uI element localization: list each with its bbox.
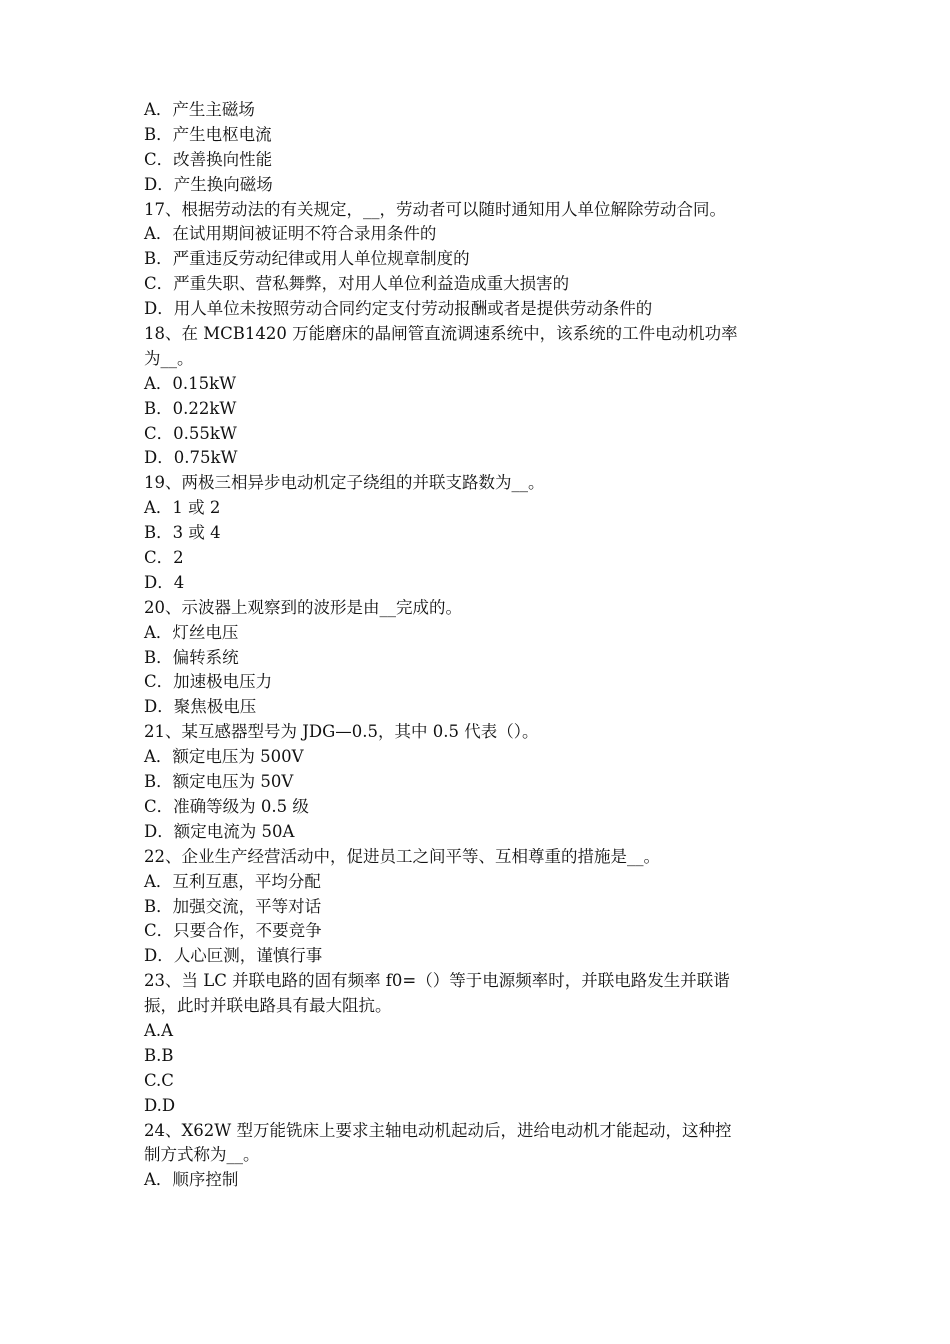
answer-option: D．人心叵测，谨慎行事 (144, 946, 323, 966)
answer-option: D．聚焦极电压 (144, 697, 257, 717)
answer-option: D．产生换向磁场 (144, 174, 273, 194)
answer-option: B．产生电枢电流 (144, 124, 272, 144)
question-text-line: 24、X62W 型万能铣床上要求主轴电动机起动后，进给电动机才能起动，这种控 (144, 1120, 732, 1140)
answer-option: D．额定电流为 50A (144, 821, 295, 841)
question-stem (144, 322, 816, 372)
answer-option: C．0.55kW (144, 423, 237, 443)
answer-option: C．严重失职、营私舞弊，对用人单位利益造成重大损害的 (144, 274, 570, 294)
answer-option: B．额定电压为 50V (144, 772, 294, 792)
answer-option: C．加速极电压力 (144, 672, 273, 692)
answer-option: D.D (144, 1095, 176, 1115)
answer-option: B．3 或 4 (144, 523, 221, 543)
answer-option: C．改善换向性能 (144, 149, 273, 169)
answer-option: D．0.75kW (144, 448, 238, 468)
answer-option: A.A (144, 1020, 174, 1040)
question-stem (144, 845, 816, 870)
question-text-line: 为__。 (144, 348, 194, 368)
answer-option: A．在试用期间被证明不符合录用条件的 (144, 224, 437, 244)
answer-option: A．额定电压为 500V (144, 747, 304, 767)
question-text-line: 19、两极三相异步电动机定子绕组的并联支路数为__。 (144, 473, 545, 493)
answer-option: A．0.15kW (144, 373, 237, 393)
question-text-line: 17、根据劳动法的有关规定，__，劳动者可以随时通知用人单位解除劳动合同。 (144, 199, 726, 219)
answer-option: B．严重违反劳动纪律或用人单位规章制度的 (144, 249, 470, 269)
question-text-line: 18、在 MCB1420 万能磨床的晶闸管直流调速系统中，该系统的工件电动机功率 (144, 324, 738, 344)
answer-option: B.B (144, 1045, 174, 1065)
question-stem (144, 596, 816, 621)
question-text-line: 22、企业生产经营活动中，促进员工之间平等、互相尊重的措施是__。 (144, 846, 660, 866)
question-text-line: 制方式称为__。 (144, 1145, 260, 1165)
question-stem (144, 471, 816, 496)
question-text-line: 20、示波器上观察到的波形是由__完成的。 (144, 597, 462, 617)
question-stem (144, 1119, 816, 1169)
answer-option: B．0.22kW (144, 398, 237, 418)
answer-option: D．用人单位未按照劳动合同约定支付劳动报酬或者是提供劳动条件的 (144, 299, 653, 319)
answer-option: A．产生主磁场 (144, 100, 255, 119)
answer-option: C．只要合作，不要竞争 (144, 921, 322, 941)
document-page (144, 98, 816, 1193)
answer-option: A．顺序控制 (144, 1170, 239, 1190)
question-stem (144, 720, 816, 745)
answer-option: D．4 (144, 572, 185, 592)
question-text-line: 23、当 LC 并联电路的固有频率 f0=（）等于电源频率时，并联电路发生并联谐 (144, 971, 730, 991)
question-stem (144, 198, 816, 223)
answer-option: A．灯丝电压 (144, 622, 239, 642)
question-text-line: 振，此时并联电路具有最大阻抗。 (144, 996, 392, 1016)
answer-option: C.C (144, 1070, 174, 1090)
answer-option: A．1 或 2 (144, 498, 221, 518)
answer-option: C．2 (144, 548, 184, 568)
answer-option: A．互利互惠，平均分配 (144, 871, 321, 891)
question-stem (144, 969, 816, 1019)
question-text-line: 21、某互感器型号为 JDG—0.5，其中 0.5 代表（）。 (144, 722, 539, 742)
answer-option: B．偏转系统 (144, 647, 239, 667)
answer-option: B．加强交流，平等对话 (144, 896, 322, 916)
answer-option: C．准确等级为 0.5 级 (144, 796, 309, 816)
